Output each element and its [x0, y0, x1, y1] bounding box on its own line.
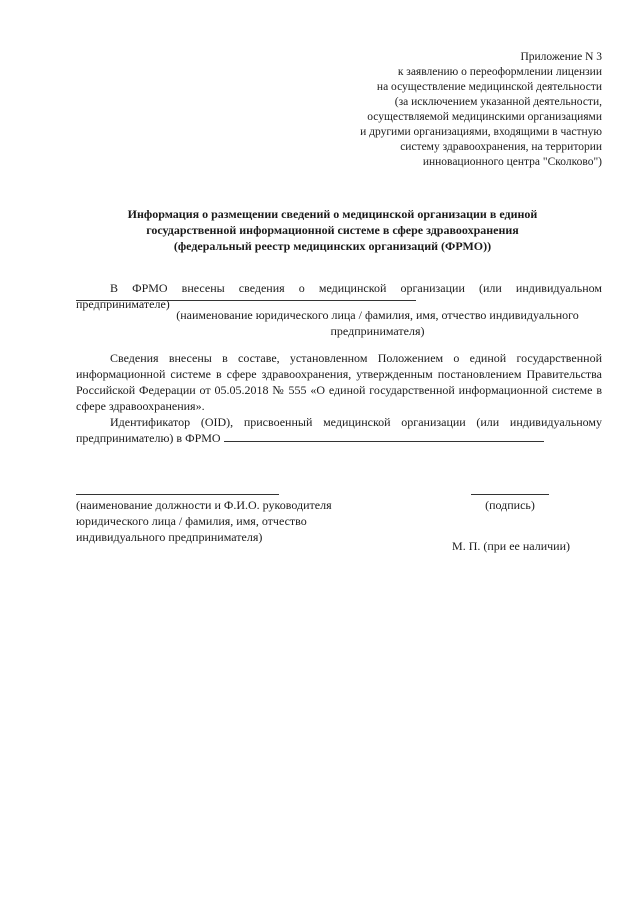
appendix-line: на осуществление медицинской деятельности: [376, 81, 602, 93]
organization-name-line: [76, 299, 416, 301]
appendix-line: инновационного центра "Сколково"): [422, 156, 602, 168]
appendix-line: Приложение N 3: [520, 51, 602, 63]
organization-name-caption: (наименование юридического лица / фамилия, имя, отчество индивидуального предпринимателя): [176, 308, 579, 338]
document-title: [100, 206, 565, 254]
head-caption-line: юридического лица / фамилия, имя, отчество: [76, 514, 307, 528]
appendix-line: и другими организациями, входящими в частную: [360, 126, 602, 138]
appendix-line: осуществляемой медицинскими организациями: [367, 111, 602, 123]
head-signature-line: [76, 493, 279, 495]
signature-line: [471, 493, 549, 495]
signature-caption: (подпись): [485, 498, 535, 512]
composition-paragraph: Сведения внесены в составе, установленном Положением о единой государственной информационной системе в сфере здравоохранения, утвержденным постановлением Правительства Российской Федерации от 05.05.2018 № 555 «О единой государственной информационной системе в сфере здравоохранения».: [76, 351, 602, 413]
appendix-line: к заявлению о переоформлении лицензии: [397, 66, 602, 78]
head-caption-line: (наименование должности и Ф.И.О. руководителя: [76, 498, 332, 512]
appendix-line: систему здравоохранения, на территории: [400, 141, 602, 153]
head-caption-line: индивидуального предпринимателя): [76, 530, 263, 544]
stamp-label: М. П. (при ее наличии): [452, 539, 570, 553]
appendix-header: [302, 50, 602, 170]
appendix-line: (за исключением указанной деятельности,: [394, 96, 602, 108]
oid-label: Идентификатор (OID), присвоенный медицинской организации (или индивидуальному предпринимателю) в ФРМО: [76, 415, 602, 445]
intro-paragraph: В ФРМО внесены сведения о медицинской организации (или индивидуальном предпринимателе): [76, 281, 602, 311]
title-line: государственной информационной системе в сфере здравоохранения: [146, 223, 519, 237]
title-line: Информация о размещении сведений о медицинской организации в единой: [127, 207, 538, 221]
title-line: (федеральный реестр медицинских организаций (ФРМО)): [173, 239, 492, 253]
oid-field-line: [224, 430, 544, 442]
head-caption: [76, 497, 356, 545]
oid-paragraph: [76, 414, 602, 446]
